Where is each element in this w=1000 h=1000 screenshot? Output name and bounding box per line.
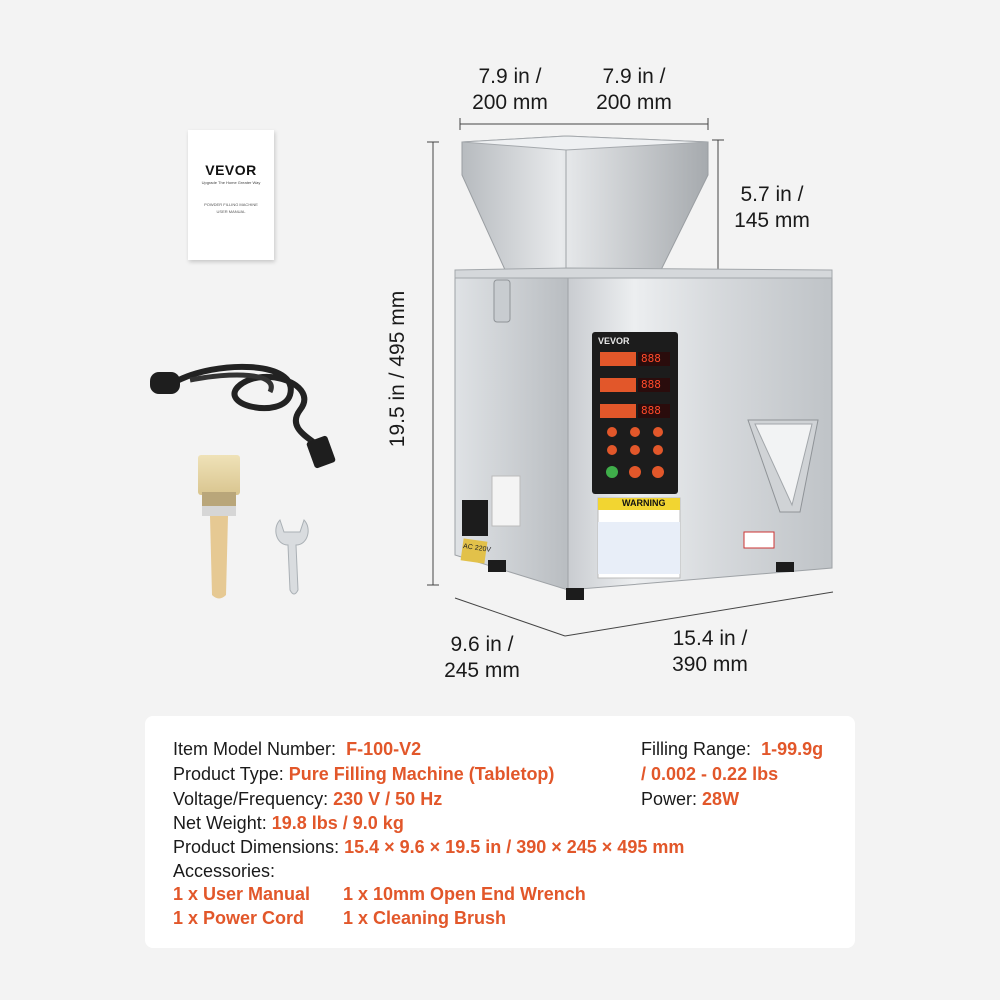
accessory-item: 1 x Cleaning Brush bbox=[343, 908, 507, 928]
spec-accessories-label: Accessories: bbox=[173, 861, 276, 881]
spec-card bbox=[145, 716, 855, 948]
accessory-item: 1 x User Manual bbox=[173, 884, 311, 904]
dim-total-height: 19.5 in / 495 mm bbox=[386, 290, 409, 448]
cleaning-brush-image bbox=[198, 455, 240, 599]
manual-title: POWDER FILLING MACHINE bbox=[204, 202, 258, 207]
manual-tagline: Upgrade The Home Greater Way bbox=[201, 180, 261, 185]
dim-width: 15.4 in / 390 mm bbox=[672, 627, 748, 676]
voltage-sticker: AC 220V bbox=[462, 543, 492, 554]
spec-power: Power: 28W bbox=[641, 789, 740, 809]
display-readout-3: 888 bbox=[641, 404, 661, 417]
wrench-image bbox=[276, 520, 308, 594]
manual-subtitle: USER MANUAL bbox=[216, 209, 246, 214]
dim-depth: 9.6 in / 245 mm bbox=[444, 633, 520, 682]
accessory-item: 1 x 10mm Open End Wrench bbox=[343, 884, 586, 904]
spec-dimensions: Product Dimensions: 15.4 × 9.6 × 19.5 in / 390 × 245 × 495 mm bbox=[173, 837, 685, 857]
warning-label: WARNING bbox=[622, 498, 666, 508]
spec-type: Product Type: Pure Filling Machine (Tabletop) bbox=[173, 764, 555, 784]
spec-weight: Net Weight: 19.8 lbs / 9.0 kg bbox=[173, 813, 404, 833]
user-manual-image bbox=[188, 130, 274, 260]
dim-top-width-left: 7.9 in / 200 mm bbox=[472, 65, 548, 114]
accessory-item: 1 x Power Cord bbox=[173, 908, 305, 928]
spec-filling-range: Filling Range: 1-99.9g bbox=[641, 739, 824, 759]
dim-top-width-right: 7.9 in / 200 mm bbox=[596, 65, 672, 114]
display-readout-2: 888 bbox=[641, 378, 661, 391]
spec-model: Item Model Number: F-100-V2 bbox=[173, 739, 422, 759]
dim-hopper-height: 5.7 in / 145 mm bbox=[734, 183, 810, 232]
manual-brand: VEVOR bbox=[205, 162, 257, 178]
panel-brand: VEVOR bbox=[598, 336, 630, 346]
display-readout-1: 888 bbox=[641, 352, 661, 365]
power-cord-image bbox=[150, 367, 336, 469]
spec-voltage: Voltage/Frequency: 230 V / 50 Hz bbox=[173, 789, 443, 809]
spec-filling-range-lbs: / 0.002 - 0.22 lbs bbox=[641, 764, 779, 784]
